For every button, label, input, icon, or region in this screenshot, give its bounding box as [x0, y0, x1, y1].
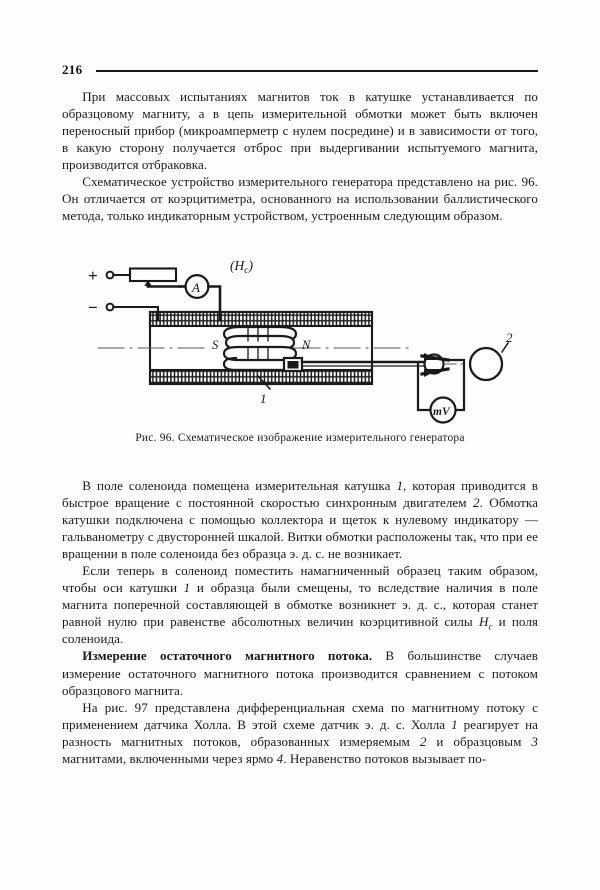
figure-label-pole-south: S — [212, 338, 219, 352]
ref-magnet-3: 3 — [531, 733, 538, 749]
paragraph-5: Измерение остаточного магнитного потока. В большинстве случаев измерение остаточного магнитного потока производится сравнением с потоком образцового магнита. — [62, 648, 538, 698]
ref-coil-1: 1 — [396, 478, 404, 493]
paragraph-3: В поле соленоида помещена измерительная катушка 1, которая приводится в быстрое вращение с постоянной скоростью синхронным двигателем 2. Обмотка катушки подключена с помощью коллектора и щеток к нулевому индикатору — гальванометру с двусторонней шкалой. Витки обмотки расположены так, что при ее вращении в поле соленоида без образца э. д. с. не возникает. — [62, 478, 539, 562]
page-header — [62, 58, 538, 80]
figure-label-ammeter: A — [192, 280, 200, 295]
section-heading-remanent-flux: Измерение остаточного магнитного потока. — [82, 648, 373, 664]
figure-label-pole-north: N — [302, 338, 311, 352]
figure-96-artwork — [62, 248, 538, 424]
figure-label-field: $(H_c)$ — [230, 258, 253, 276]
figure-label-negative: − — [88, 298, 98, 317]
ref-magnet-2: 2 — [419, 733, 427, 749]
figure-callout-1: 1 — [260, 391, 267, 406]
paragraph-6: На рис. 97 представлена дифференциальная схема по магнитному потоку с применением датчика Холла. В этой схеме датчик э. д. с. Холла 1 реагирует на разность магнитных потоков, образованных измеряемым 2 и образцовым 3 магнитами, включенными через ярмо 4. Неравенство потоков вызывает по- — [62, 699, 538, 766]
page-number: 216 — [62, 61, 83, 77]
paragraph-4: Если теперь в соленоид поместить намагниченный образец таким образом, чтобы оси катушки 1 и образца были смещены, то вследствие наличия в поле магнита поперечной составляющей в обмотке возникнет э. д. с., которая станет равной нулю при равенстве абсолютных величин коэрцитивной силы $H_c$ и поля соленоида. — [62, 563, 539, 647]
body-text-lower — [62, 477, 538, 767]
ref-motor-2: 2 — [473, 495, 480, 511]
paragraph-2: Схематическое устройство измерительного генератора представлено на рис. 96. Он отличается от коэрцитиметра, основанного на использовании баллистического метода, только индикаторным устройством, устроенным следующим образом. — [62, 174, 538, 224]
figure-callout-2: 2 — [506, 330, 513, 345]
figure-label-millivoltmeter: mV — [433, 406, 450, 418]
symbol-coercive-force: $H_c$ — [478, 614, 493, 632]
ref-hall-sensor-1: 1 — [451, 716, 458, 732]
figure-caption: Рис. 96. Схематическое изображение измерительного генератора — [135, 432, 465, 444]
paragraph-1: При массовых испытаниях магнитов ток в катушке устанавливается по образцовому магниту, а в цепь измерительной обмотки может быть включен переносный прибор (микроамперметр с нулем посредине) и в зависимости от того, в какую сторону получается отброс при выдергивании испытуемого магнита, производится отбраковка. — [62, 89, 538, 173]
figure-label-positive: + — [88, 266, 98, 285]
ref-coil-1b: 1 — [183, 580, 191, 596]
figure-96 — [62, 248, 538, 446]
ref-yoke-4: 4 — [276, 750, 284, 766]
header-rule — [96, 70, 538, 72]
body-text-upper — [62, 88, 538, 224]
